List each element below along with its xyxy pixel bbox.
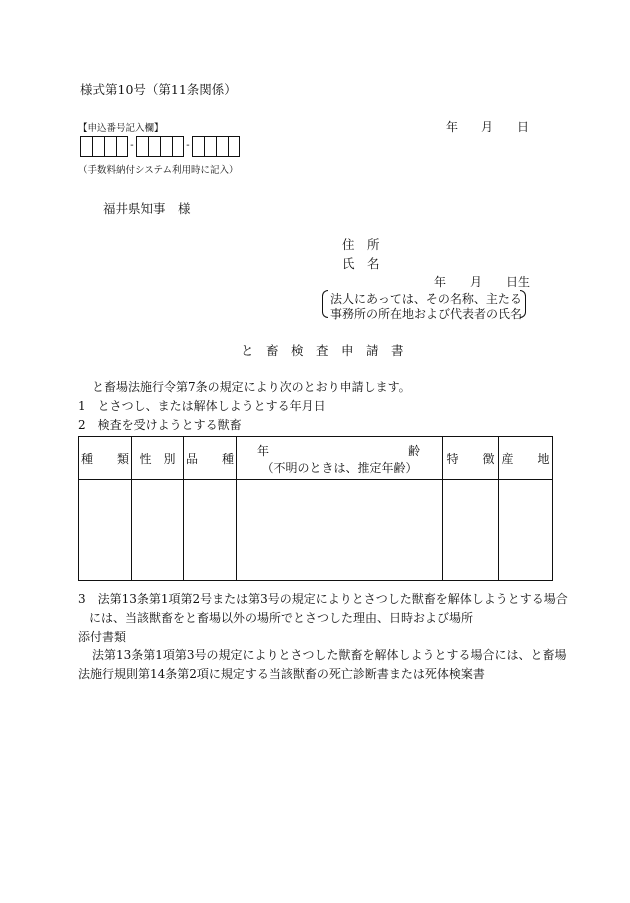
origin-cell[interactable] xyxy=(499,480,553,581)
addressee: 福井県知事 様 xyxy=(103,201,191,216)
application-number-group-2[interactable] xyxy=(136,136,184,157)
header-features: 特 徴 xyxy=(443,437,499,480)
digit-box[interactable] xyxy=(80,136,92,157)
application-number-group-1[interactable] xyxy=(80,136,128,157)
table-row xyxy=(79,480,553,581)
digit-box[interactable] xyxy=(192,136,204,157)
item-3-line2: には、当該獣畜をと畜場以外の場所でとさつした理由、日時および場所 xyxy=(89,611,474,625)
age-cell[interactable] xyxy=(237,480,443,581)
application-number-label: 【申込番号記入欄】 xyxy=(78,123,164,134)
item-2: 2 検査を受けようとする獣畜 xyxy=(78,418,242,432)
header-origin: 産 地 xyxy=(499,437,553,480)
birth-month-label: 月 xyxy=(470,275,483,289)
digit-box[interactable] xyxy=(116,136,128,157)
digit-box[interactable] xyxy=(92,136,104,157)
header-sex: 性 別 xyxy=(132,437,184,480)
table-header-row xyxy=(79,437,553,480)
name-label: 氏 名 xyxy=(342,256,380,271)
submission-date-year: 年 xyxy=(446,120,459,134)
corporate-note-line1: 法人にあっては、その名称、主たる xyxy=(330,292,522,306)
application-number-boxes[interactable] xyxy=(80,135,240,157)
attachments-line2: 法施行規則第14条第2項に規定する当該獣畜の死亡診断書または死体検案書 xyxy=(78,667,485,681)
digit-box[interactable] xyxy=(204,136,216,157)
document-title: と 畜 検 査 申 請 書 xyxy=(241,343,404,358)
application-number-group-3[interactable] xyxy=(192,136,240,157)
header-age xyxy=(237,437,443,480)
header-age-note: （不明のときは、推定年齢） xyxy=(261,461,418,475)
sex-cell[interactable] xyxy=(132,480,184,581)
digit-box[interactable] xyxy=(160,136,172,157)
item-1: 1 とさつし、または解体しようとする年月日 xyxy=(78,399,326,413)
attachments-heading: 添付書類 xyxy=(78,630,127,644)
hyphen-separator: - xyxy=(130,140,134,151)
application-number-note: （手数料納付システム利用時に記入） xyxy=(78,165,239,176)
address-label: 住 所 xyxy=(342,237,380,252)
header-type: 種 類 xyxy=(79,437,132,480)
header-age-left: 年 xyxy=(257,444,270,458)
type-cell[interactable] xyxy=(79,480,132,581)
digit-box[interactable] xyxy=(136,136,148,157)
features-cell[interactable] xyxy=(443,480,499,581)
submission-date-day: 日 xyxy=(517,120,530,134)
livestock-table xyxy=(78,436,553,581)
header-breed: 品 種 xyxy=(184,437,237,480)
form-number: 様式第10号（第11条関係） xyxy=(80,82,237,97)
header-age-right: 齢 xyxy=(407,444,420,458)
item-3-line1: 3 法第13条第1項第2号または第3号の規定によりとさつした獣畜を解体しようとする場合 xyxy=(78,592,568,606)
hyphen-separator: - xyxy=(186,140,190,151)
intro-text: と畜場法施行令第7条の規定により次のとおり申請します。 xyxy=(92,380,411,394)
digit-box[interactable] xyxy=(172,136,184,157)
corporate-note-bracket-left xyxy=(322,290,328,318)
birth-day-label: 日生 xyxy=(506,275,531,289)
digit-box[interactable] xyxy=(228,136,240,157)
corporate-note-line2: 事務所の所在地および代表者の氏名 xyxy=(330,307,523,321)
submission-date-month: 月 xyxy=(481,120,494,134)
birth-year-label: 年 xyxy=(434,275,447,289)
attachments-line1: 法第13条第1項第3号の規定によりとさつした獣畜を解体しようとする場合には、と畜場 xyxy=(92,648,567,662)
digit-box[interactable] xyxy=(104,136,116,157)
digit-box[interactable] xyxy=(148,136,160,157)
breed-cell[interactable] xyxy=(184,480,237,581)
digit-box[interactable] xyxy=(216,136,228,157)
